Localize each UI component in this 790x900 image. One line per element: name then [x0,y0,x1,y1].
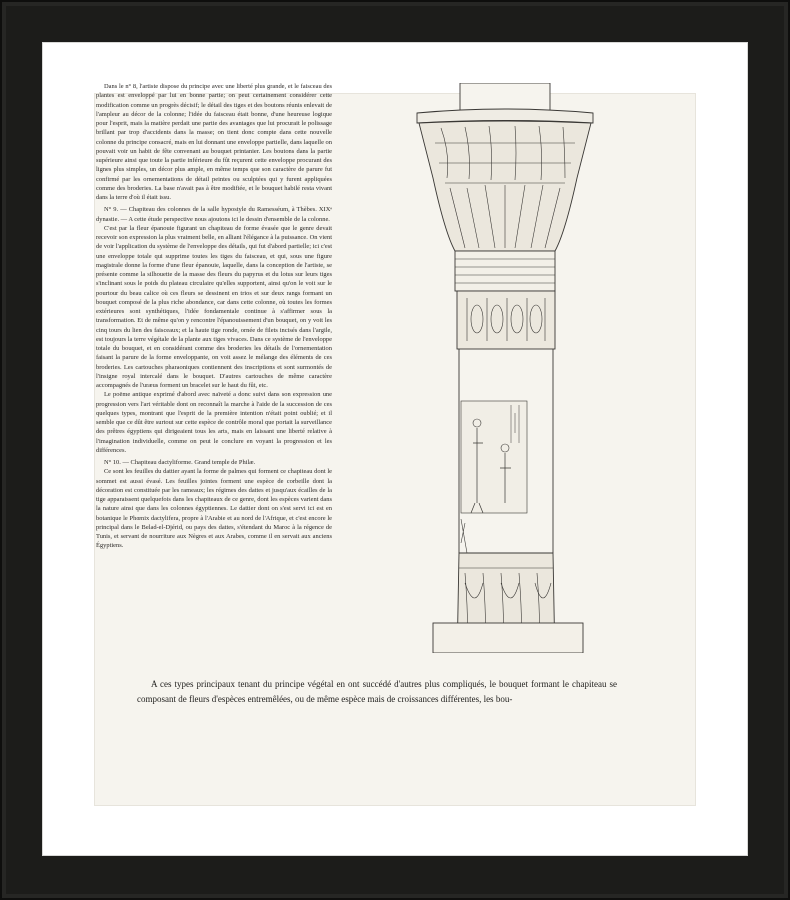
bottom-text: A ces types principaux tenant du principe végétal en ont succédé d'autres plus compliqués, le bouquet formant le chapiteau se composant de fleurs d'espèces entremêlées, ou de même espèce mais de croissances différentes, les bou- [137,679,617,704]
paragraph: N° 9. — Chapiteau des colonnes de la salle hypostyle du Ramesséum, à Thèbes. XIXᵉ dynastie. — A cette étude perspective nous ajoutons ici le dessin d'ensemble de la colonne. [96,206,332,223]
paragraph: N° 10. — Chapiteau dactyliforme. Grand temple de Philæ. [104,459,256,466]
left-text-column [96,82,332,551]
egyptian-column-illustration [405,83,625,653]
abacus-block [460,83,550,113]
paragraph: Le poëme antique exprimé d'abord avec naïveté a donc suivi dans son expression une progression vers l'art véritable dont on reconnaît la marche à l'aide de la succession de ces quelques types, montrant que l'esprit de la première intention n'était point oublié; et il semble que ce dût être surtout sur cette espèce de contrôle moral que portait la surveillance des prêtres égyptiens qui dirigeaient tous les arts, mais en laissant une liberté relative à l'imagination individuelle, comme on peut le conclure en voyant la progression et les différences. [96,391,332,454]
paragraph: C'est par la fleur épanouie figurant un chapiteau de forme évasée que le genre devait recevoir son expression la plus vraiment belle, en alliant l'élégance à la puissance. On vient de voir l'application du système de l'enveloppe des détails, qui fut d'abord partielle; ici c'est une enveloppe totale qui supprime toutes les tiges du faisceau, et qui, sous une figure magistrale donne la forme d'une fleur épanouie, laquelle, dans la conception de l'artiste, se présente comme la silhouette de la masse des fleurs du papyrus et du lotus sur leurs tiges s'inclinant sous le poids du plateau circulaire qu'elles supportent, ainsi qu'on le voit sur le pourtour du beau calice où ces fleurs se dessinent en trios et sur deux rangs formant un bouquet composé de la plus riche abondance, car dans cette colonne, où toutes les formes extérieures sont synthétiques, l'idée fondamentale continue à s'affirmer sous la transformation. Et de même qu'on y rencontre l'épanouissement d'un bouquet, on y voit les cinq tours du lien des faisceaux; et la haute tige ronde, ornée de filets incisés dans l'argile, est toujours la terre végétale de la plante aux tiges vivaces. Dans ce système de l'enveloppe totale du bouquet, et en considérant comme des broderies les détails de l'ornementation faisant la parure de la forme enveloppante, on voit assez le mélange des éléments de ces broderies. Les cartouches pharaoniques contiennent des inscriptions et sont surmontés de l'insigne royal intercalé dans le bouquet. D'autres cartouches de même caractère accompagnés de l'uræus forment un bracelet sur le haut du fût, etc. [96,224,332,389]
cartouche-band [457,291,555,349]
paragraph: Dans le n° 8, l'artiste dispose du principe avec une liberté plus grande, et le faisceau des plantes est enveloppé par lui en bonne partie; on peut certainement considérer cette modification comme un progrès décisif; le détail des tiges et des boutons réunis enlevait de l'ampleur au décor de la colonne; l'idée du faisceau était bonne, d'une heureuse logique pour l'esprit, mais la matière perdait une partie des avantages que lui procurait le polissage brillant par trop d'accidents dans la masse; on tient donc compte dans cette nouvelle colonne du principe consacré, mais en lui donnant une enveloppe partielle, dans laquelle on pouvait voir un habit de fête convenant au bouquet printanier. Les boutons dans la partie supérieure ainsi que toute la partie inférieure du fût reçurent cette enveloppe procurant des lignes plus simples, un décor plus ample, en même temps que son caractère de parure fut confirmé par les ornementations de détail peintes ou sculptées qui y furent appliquées comme des broderies. La base n'avait pas à être modifiée, et le bouquet habilé resta vivant dans la terre d'où il était issu. [96,83,332,201]
paragraph: Ce sont les feuilles du dattier ayant la forme de palmes qui forment ce chapiteau dont le sommet est aussi évasé. Les feuilles jointes forment une espèce de corbeille dont la décoration est constituée par les rameaux; les régimes des dattes et jusqu'aux écailles de la tige apparaissent quelquefois dans les chapiteaux de ce genre, dont les espèces varient dans la nature ainsi que dans les colonnes égyptiennes. Le dattier dont on s'est servi ici est en botanique le Phœnix dactylifera, propre à l'Arabie et au nord de l'Afrique, et c'est encore le principal dans le Belad-el-Djérid, ou pays des dattes, s'étendant du Maroc à la régence de Tunis, et servant de nourriture aux Nègres et aux Arabes, comme il en servait aux anciens Égyptiens. [96,468,332,550]
shaft-band [455,251,555,291]
relief-scene [461,401,527,513]
bottom-paragraph [137,677,617,707]
column-plinth [433,623,583,653]
